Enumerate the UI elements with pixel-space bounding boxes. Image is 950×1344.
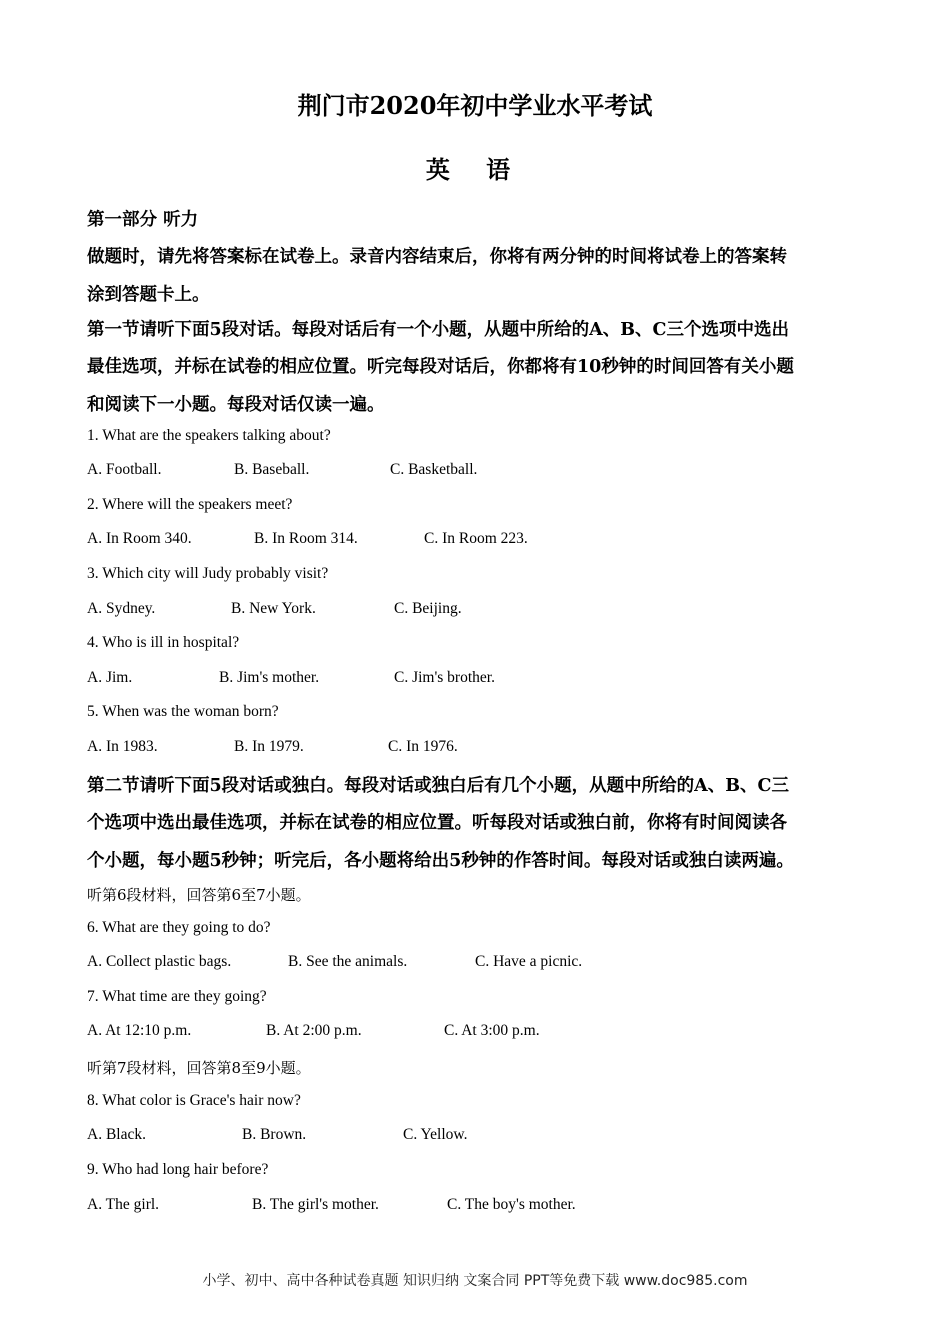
- section2-instruction-line: 个选项中选出最佳选项，并标在试卷的相应位置。听每段对话或独白前，你将有时间阅读各: [87, 813, 787, 833]
- part1-heading: 第一部分 听力: [87, 210, 199, 230]
- option-a: A. In Room 340.: [87, 530, 192, 547]
- material-note: 听第7段材料，回答第8至9小题。: [87, 1059, 311, 1077]
- section1-instruction-line: 最佳选项，并标在试卷的相应位置。听完每段对话后，你都将有10秒钟的时间回答有关小题: [87, 357, 794, 377]
- question-text: 6. What are they going to do?: [87, 919, 271, 936]
- option-b: B. Jim's mother.: [219, 669, 320, 686]
- section2-instruction-line: 第二节请听下面5段对话或独白。每段对话或独白后有几个小题，从题中所给的A、B、C三: [87, 776, 789, 796]
- question-text: 1. What are the speakers talking about?: [87, 427, 331, 444]
- option-c: C. In 1976.: [388, 738, 458, 755]
- section2-instruction-line: 个小题，每小题5秒钟；听完后，各小题将给出5秒钟的作答时间。每段对话或独白读两遍。: [87, 851, 794, 871]
- option-a: A. At 12:10 p.m.: [87, 1022, 192, 1039]
- option-b: B. Baseball.: [234, 461, 310, 478]
- option-b: B. In Room 314.: [254, 530, 358, 547]
- option-c: C. Yellow.: [403, 1126, 468, 1143]
- option-c: C. Beijing.: [394, 600, 462, 617]
- option-a: A. Black.: [87, 1126, 146, 1143]
- question-text: 5. When was the woman born?: [87, 703, 279, 720]
- option-a: A. Sydney.: [87, 600, 156, 617]
- option-c: C. Basketball.: [390, 461, 478, 478]
- option-b: B. New York.: [231, 600, 316, 617]
- option-b: B. At 2:00 p.m.: [266, 1022, 362, 1039]
- option-a: A. In 1983.: [87, 738, 158, 755]
- option-c: C. Have a picnic.: [475, 953, 583, 970]
- option-a: A. The girl.: [87, 1196, 160, 1213]
- option-b: B. The girl's mother.: [252, 1196, 379, 1213]
- material-note: 听第6段材料，回答第6至7小题。: [87, 886, 311, 904]
- question-text: 4. Who is ill in hospital?: [87, 634, 240, 651]
- question-text: 9. Who had long hair before?: [87, 1161, 269, 1178]
- option-c: C. The boy's mother.: [447, 1196, 576, 1213]
- question-text: 3. Which city will Judy probably visit?: [87, 565, 329, 582]
- option-a: A. Jim.: [87, 669, 133, 686]
- question-text: 7. What time are they going?: [87, 988, 267, 1005]
- option-b: B. See the animals.: [288, 953, 408, 970]
- page-footer: 小学、初中、高中各种试卷真题 知识归纳 文案合同 PPT等免费下载 www.doc985.com: [202, 1273, 748, 1289]
- option-c: C. In Room 223.: [424, 530, 528, 547]
- question-text: 8. What color is Grace's hair now?: [87, 1092, 301, 1109]
- exam-title: 荆门市2020年初中学业水平考试: [297, 91, 653, 120]
- part1-instruction-line: 涂到答题卡上。: [87, 285, 210, 305]
- option-c: C. Jim's brother.: [394, 669, 495, 686]
- option-b: B. In 1979.: [234, 738, 304, 755]
- part1-instruction-line: 做题时，请先将答案标在试卷上。录音内容结束后，你将有两分钟的时间将试卷上的答案转: [87, 247, 787, 267]
- option-a: A. Collect plastic bags.: [87, 953, 232, 970]
- option-b: B. Brown.: [242, 1126, 307, 1143]
- option-c: C. At 3:00 p.m.: [444, 1022, 540, 1039]
- section1-instruction-line: 和阅读下一小题。每段对话仅读一遍。: [87, 395, 385, 415]
- option-a: A. Football.: [87, 461, 162, 478]
- subject-title: 英 语: [425, 155, 525, 184]
- section1-instruction-line: 第一节请听下面5段对话。每段对话后有一个小题，从题中所给的A、B、C三个选项中选出: [87, 320, 789, 340]
- question-text: 2. Where will the speakers meet?: [87, 496, 293, 513]
